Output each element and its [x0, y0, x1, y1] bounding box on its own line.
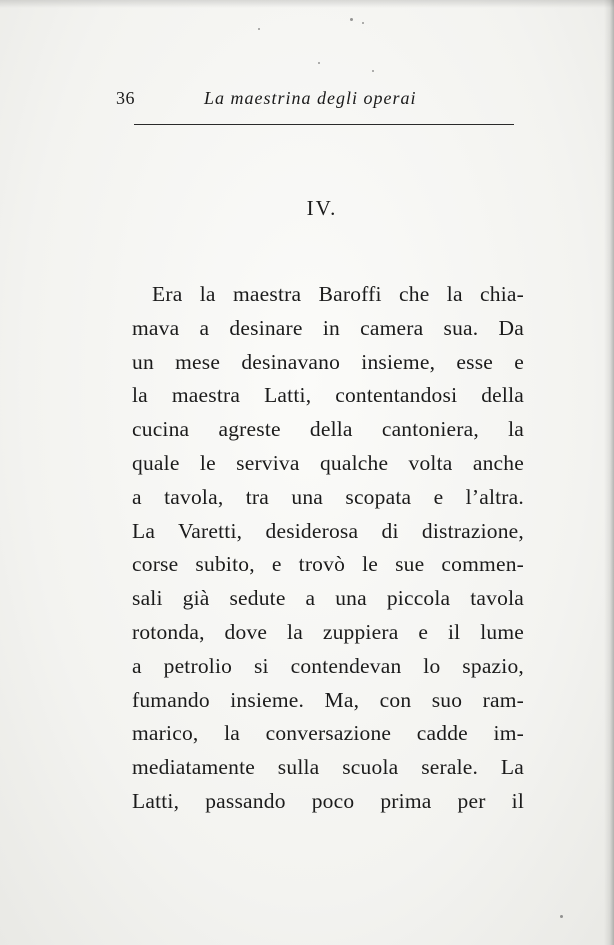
- text-line: a tavola, tra una scopata e l’altra.: [132, 484, 524, 509]
- text-line: marico, la conversazione cadde im-: [132, 721, 524, 746]
- text-line: sali già sedute a una piccola tavola: [132, 586, 524, 611]
- running-title: La maestrina degli operai: [204, 88, 417, 108]
- scan-speck: [560, 915, 563, 918]
- text-line: rotonda, dove la zuppiera e il lume: [132, 619, 524, 644]
- scan-speck: [318, 62, 320, 64]
- text-line: corse subito, e trovò le sue commen-: [132, 552, 524, 577]
- scan-speck: [258, 28, 260, 30]
- text-line: mediatamente sulla scuola serale. La: [132, 755, 524, 780]
- chapter-heading: IV.: [306, 196, 338, 220]
- text-line: quale le serviva qualche volta anche: [132, 450, 524, 475]
- header-rule: [134, 124, 514, 125]
- page-right-shadow: [604, 0, 614, 945]
- page-number: 36: [116, 88, 135, 108]
- text-line: cucina agreste della cantoniera, la: [132, 417, 524, 442]
- text-line: Latti, passando poco prima per il: [132, 788, 524, 813]
- scan-speck: [372, 70, 374, 72]
- text-line: fumando insieme. Ma, con suo ram-: [132, 687, 524, 712]
- scan-speck: [362, 22, 364, 24]
- text-line: a petrolio si contendevan lo spazio,: [132, 653, 524, 678]
- text-line: un mese desinavano insieme, esse e: [132, 349, 524, 374]
- text-line: la maestra Latti, contentandosi della: [132, 383, 524, 408]
- text-line: mava a desinare in camera sua. Da: [132, 315, 524, 340]
- page-top-shadow: [0, 0, 614, 8]
- body-text: [132, 278, 524, 819]
- text-line: La Varetti, desiderosa di distrazione,: [132, 518, 524, 543]
- text-line: Era la maestra Baroffi che la chia-: [152, 282, 524, 306]
- running-head: [116, 88, 516, 112]
- scan-speck: [350, 18, 353, 21]
